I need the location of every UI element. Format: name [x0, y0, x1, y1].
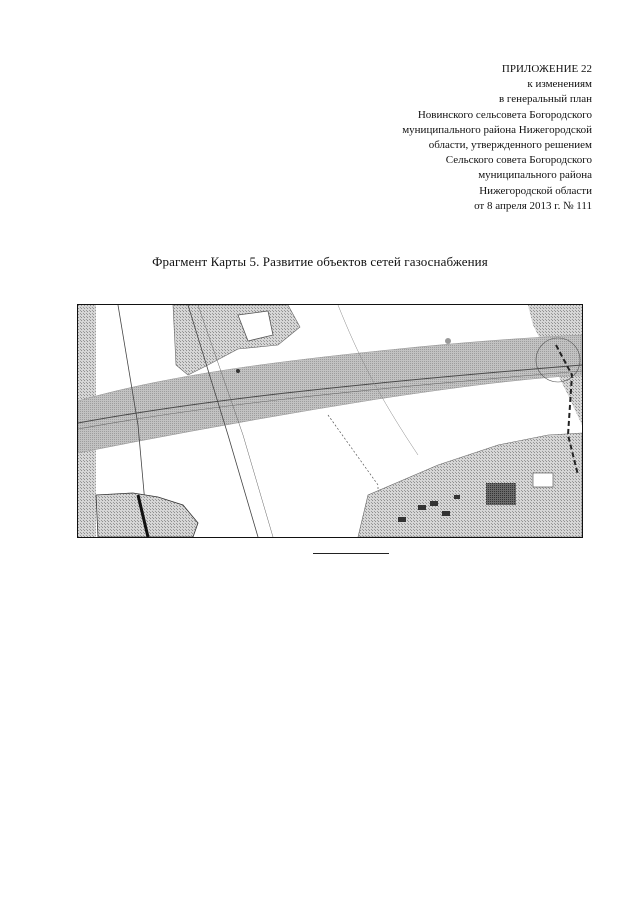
map-building: [398, 517, 406, 522]
annex-line: Новинского сельсовета Богородского: [417, 108, 592, 121]
fragment-title: Фрагмент Карты 5. Развитие объектов сетей газоснабжения: [152, 254, 488, 269]
map-symbol: [445, 338, 451, 344]
annex-block: [262, 62, 592, 214]
map-fragment: [77, 304, 583, 538]
annex-line: Сельского совета Богородского: [445, 154, 592, 167]
annex-line: к изменениям: [527, 78, 592, 91]
annex-line: ПРИЛОЖЕНИЕ 22: [501, 63, 592, 75]
map-symbol: [236, 369, 240, 373]
map-building: [454, 495, 460, 499]
annex-line: муниципального района: [478, 169, 592, 182]
annex-line: области, утвержденного решением: [428, 139, 592, 152]
map-building: [486, 483, 516, 505]
map-building: [418, 505, 426, 510]
map-building: [533, 473, 553, 487]
annex-line: Нижегородской области: [479, 184, 592, 197]
annex-line: в генеральный план: [498, 93, 592, 106]
annex-line: муниципального района Нижегородской: [402, 123, 592, 136]
map-building: [442, 511, 450, 516]
map-image: [78, 305, 582, 537]
map-building: [430, 501, 438, 506]
annex-line: от 8 апреля 2013 г. № 111: [474, 199, 592, 212]
end-rule: [313, 553, 389, 554]
